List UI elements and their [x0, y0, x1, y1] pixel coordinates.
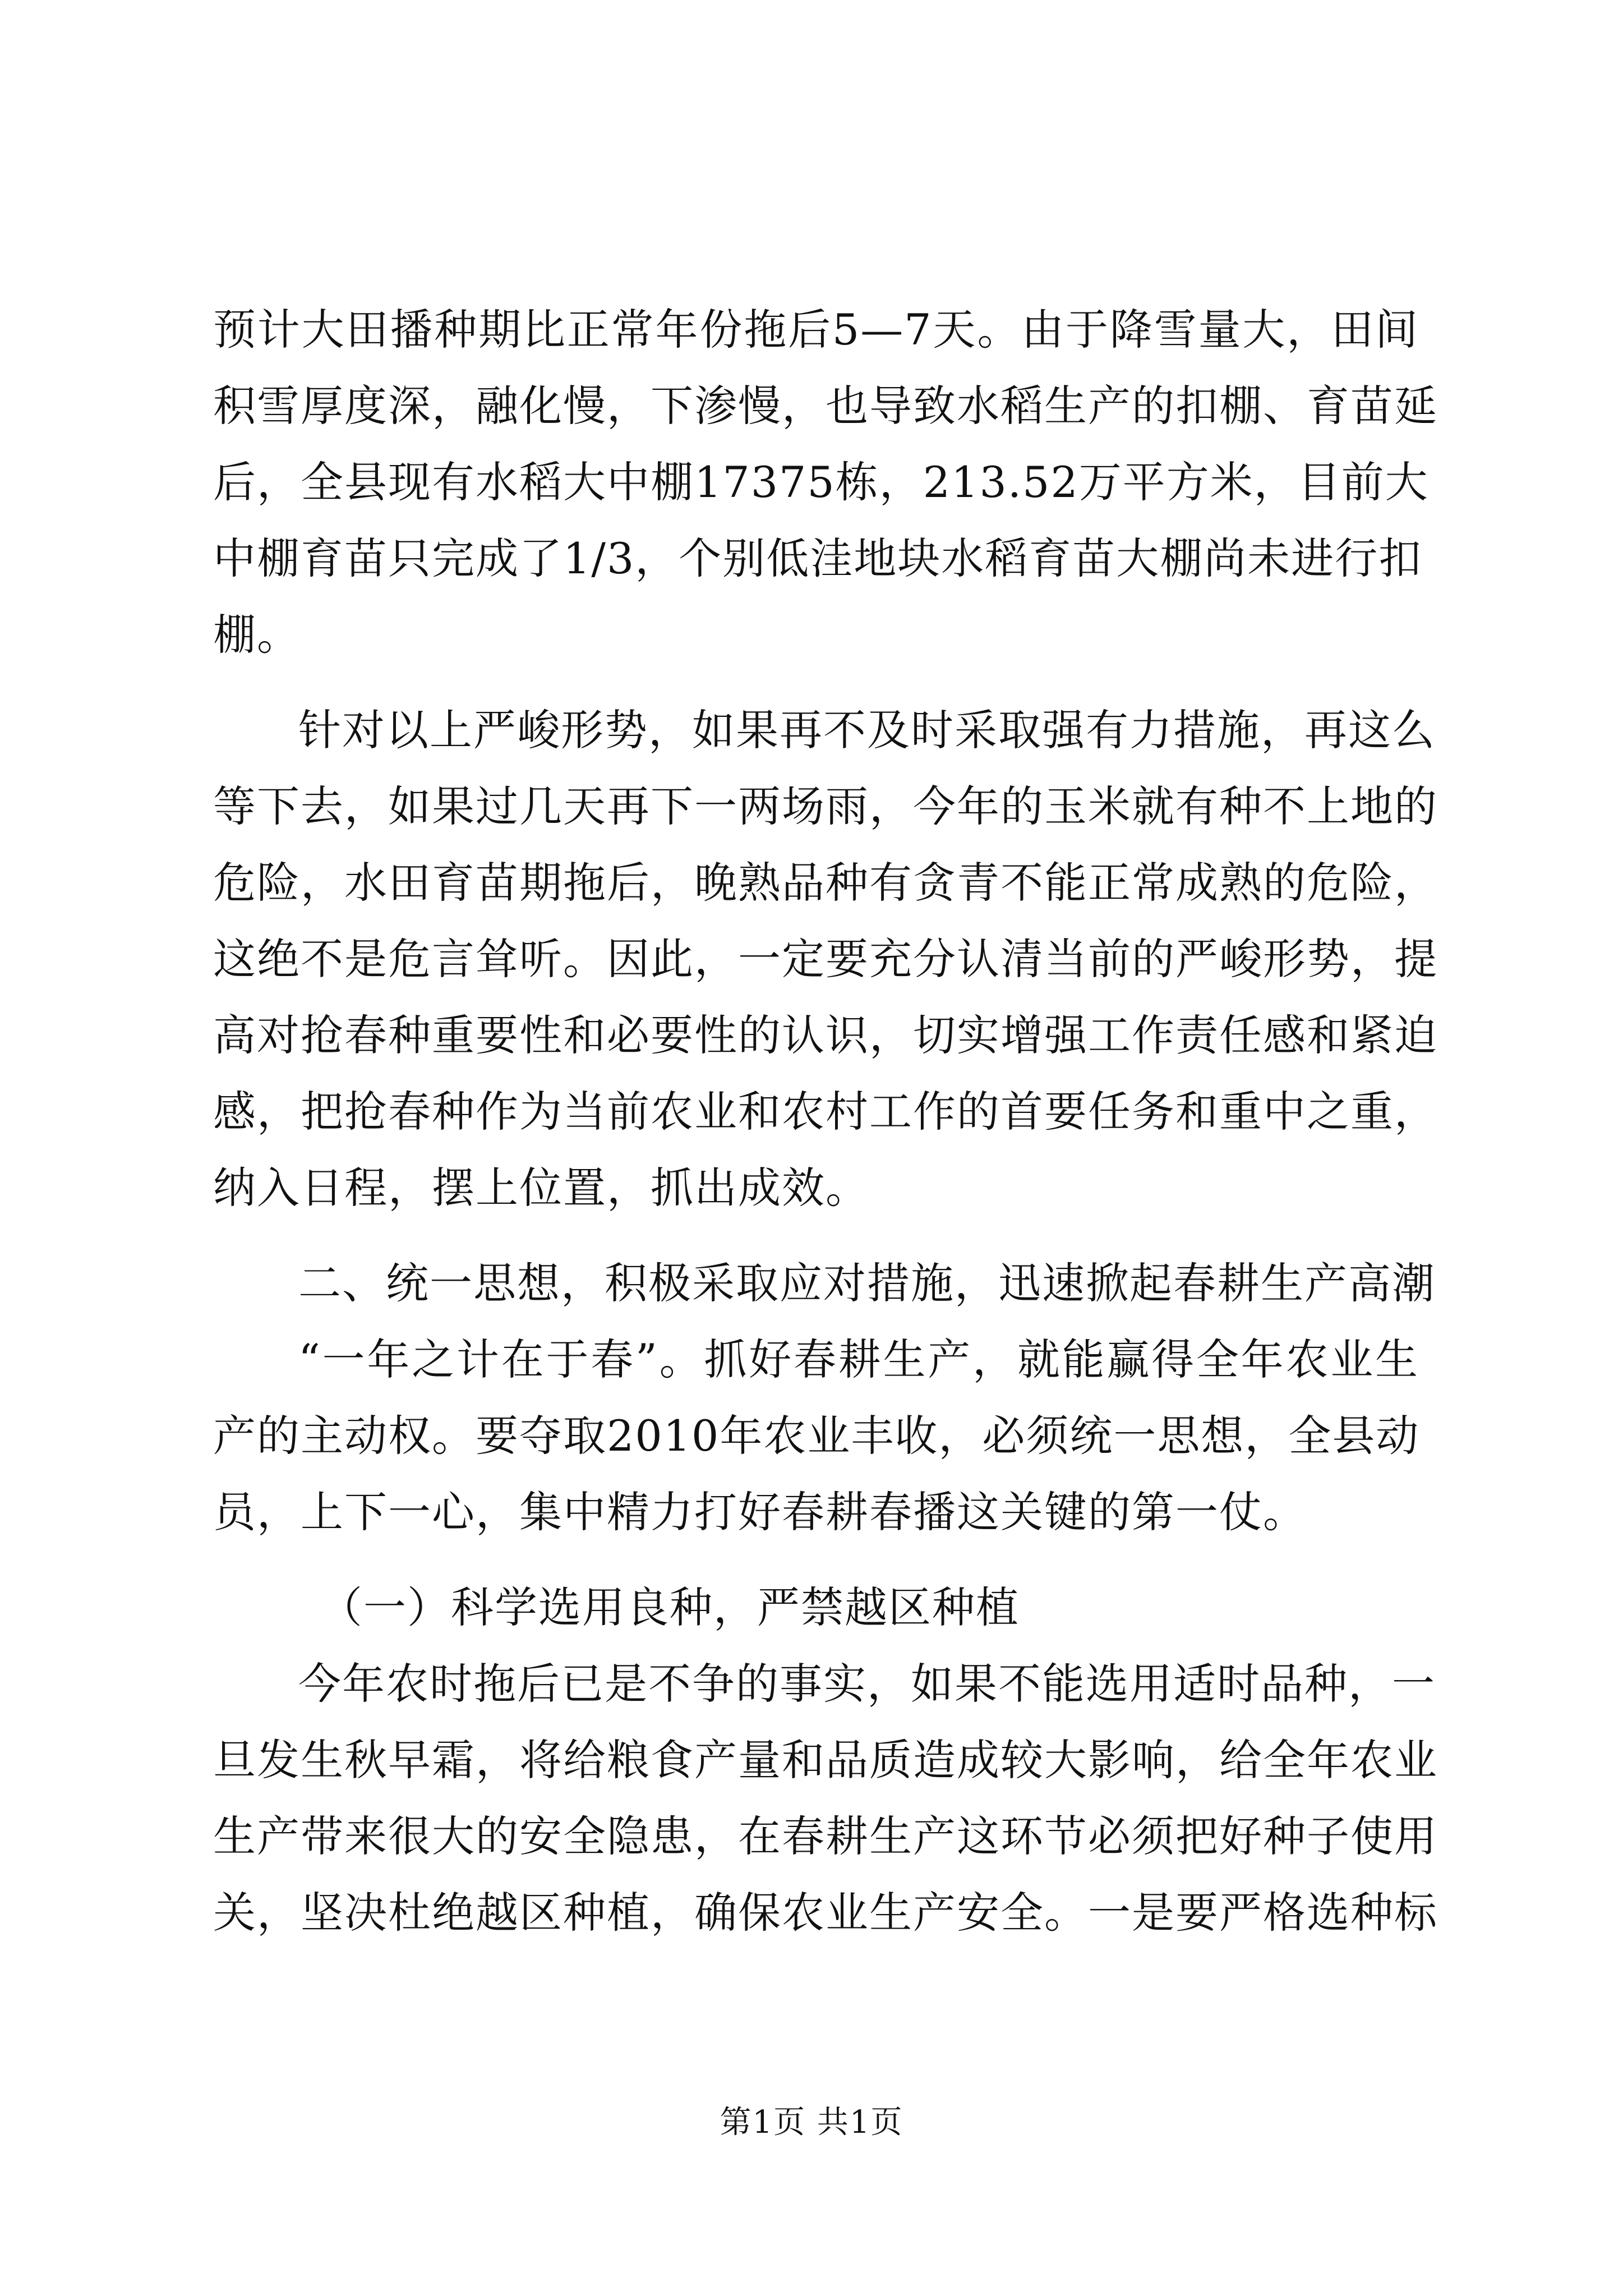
text-line: 生产带来很大的安全隐患，在春耕生产这环节必须把好种子使用	[213, 1811, 1438, 1861]
text-line: 等下去，如果过几天再下一两场雨，今年的玉米就有种不上地的	[213, 781, 1438, 831]
subsection-heading: （一）科学选用良种，严禁越区种植	[320, 1582, 1020, 1632]
text-line: 针对以上严峻形势，如果再不及时采取强有力措施，再这么	[298, 705, 1436, 755]
text-line: 积雪厚度深，融化慢，下渗慢，也导致水稻生产的扣棚、育苗延	[213, 381, 1438, 431]
paragraph-gap	[213, 1226, 1419, 1245]
text-line: 后，全县现有水稻大中棚17375栋，213.52万平方米，目前大	[213, 457, 1429, 507]
text-line: 中棚育苗只完成了1/3，个别低洼地块水稻育苗大棚尚未进行扣	[213, 533, 1423, 583]
text-line: 纳入日程，摆上位置，抓出成效。	[213, 1163, 869, 1213]
paragraph-gap	[213, 673, 1419, 692]
text-line: 产的主动权。要夺取2010年农业丰收，必须统一思想，全县动	[213, 1411, 1420, 1461]
text-line: 旦发生秋早霜，将给粮食产量和品质造成较大影响，给全年农业	[213, 1735, 1438, 1785]
page-footer	[0, 2102, 1623, 2143]
text-line: 员，上下一心，集中精力打好春耕春播这关键的第一仗。	[213, 1487, 1307, 1537]
page-number-label: 第1页 共1页	[720, 2104, 903, 2141]
text-line: 关，坚决杜绝越区种植，确保农业生产安全。一是要严格选种标	[213, 1888, 1438, 1938]
text-line: 高对抢春种重要性和必要性的认识，切实增强工作责任感和紧迫	[213, 1010, 1438, 1060]
text-line: 危险，水田育苗期拖后，晚熟品种有贪青不能正常成熟的危险，	[213, 858, 1438, 908]
text-line: 棚。	[213, 610, 301, 660]
paragraph-gap	[213, 1550, 1419, 1570]
text-line: 感，把抢春种作为当前农业和农村工作的首要任务和重中之重，	[213, 1087, 1438, 1137]
text-line: 今年农时拖后已是不争的事实，如果不能选用适时品种，一	[298, 1659, 1436, 1709]
document-body	[213, 292, 1438, 1951]
section-heading: 二、统一思想，积极采取应对措施，迅速掀起春耕生产高潮	[298, 1258, 1436, 1308]
text-line: “一年之计在于春”。抓好春耕生产，就能赢得全年农业生	[298, 1335, 1419, 1384]
text-line: 这绝不是危言耸听。因此，一定要充分认清当前的严峻形势，提	[213, 934, 1438, 984]
text-line: 预计大田播种期比正常年份拖后5—7天。由于降雪量大，田间	[213, 305, 1419, 355]
